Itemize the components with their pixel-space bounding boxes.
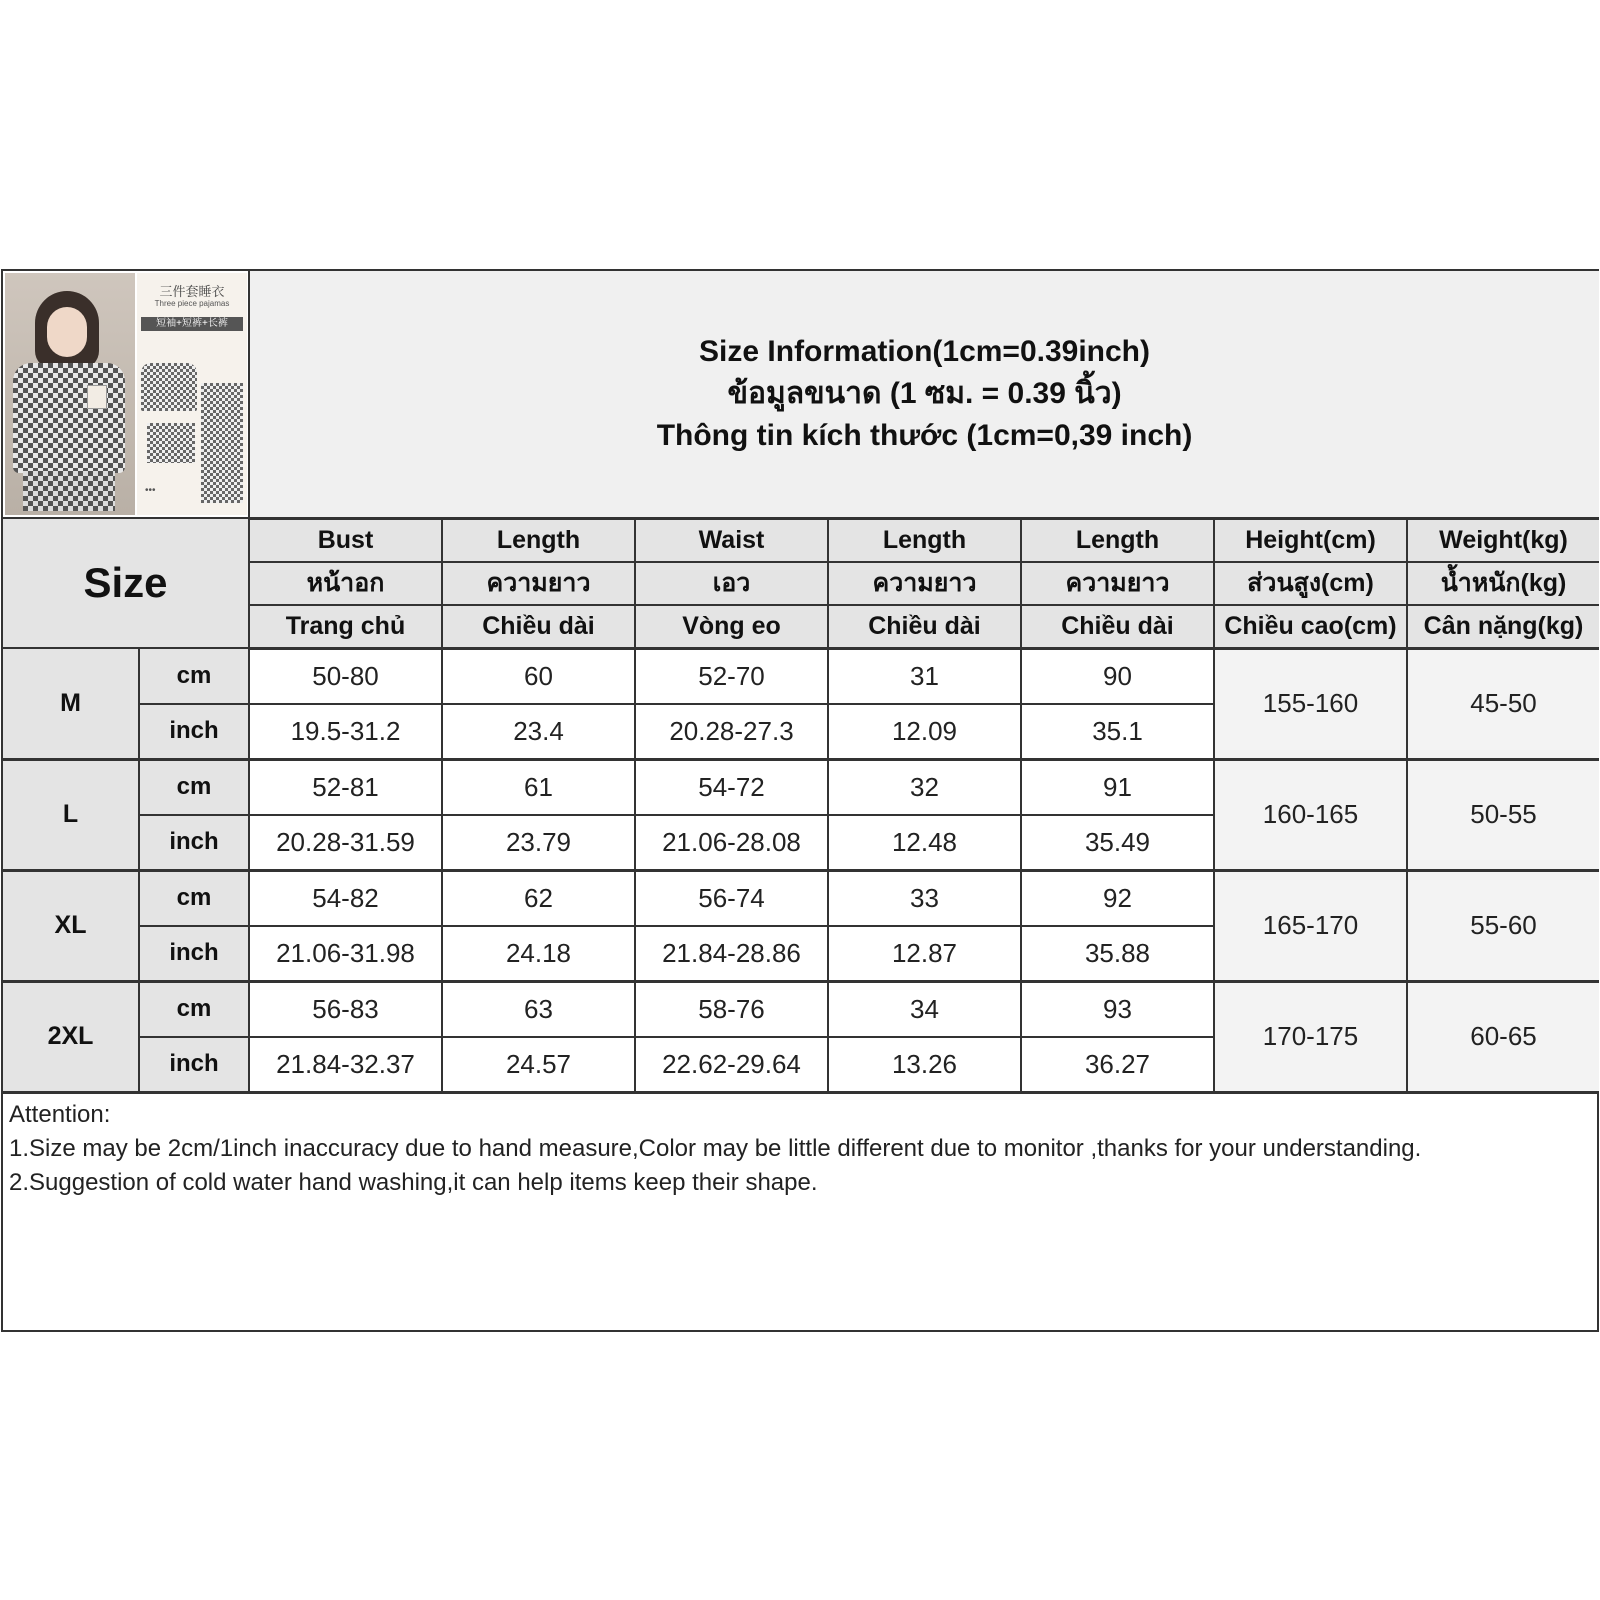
size-label: M: [3, 648, 139, 759]
col-header-en: Waist: [635, 518, 828, 562]
col-header-en: Length: [1021, 518, 1214, 562]
table-cell: 20.28-27.3: [635, 704, 828, 760]
size-table: [3, 271, 1599, 1094]
table-cell: 61: [442, 759, 635, 815]
height-range: 155-160: [1214, 648, 1407, 759]
table-cell: 21.84-32.37: [249, 1037, 442, 1093]
title-block: [249, 271, 1599, 518]
col-header-en: Weight(kg): [1407, 518, 1599, 562]
table-cell: 12.87: [828, 926, 1021, 982]
unit-inch: inch: [139, 1037, 249, 1093]
col-header-th: ความยาว: [442, 562, 635, 605]
col-header-en: Bust: [249, 518, 442, 562]
product-thumbnail: [5, 273, 247, 515]
unit-cm: cm: [139, 981, 249, 1037]
table-cell: 93: [1021, 981, 1214, 1037]
table-cell: 23.4: [442, 704, 635, 760]
col-header-vi: Trang chủ: [249, 605, 442, 649]
attention-notes: [3, 1094, 1597, 1204]
thumbnail-dots: •••: [145, 485, 156, 496]
table-cell: 19.5-31.2: [249, 704, 442, 760]
table-cell: 31: [828, 648, 1021, 704]
table-cell: 13.26: [828, 1037, 1021, 1093]
table-cell: 63: [442, 981, 635, 1037]
thumbnail-english-label: Three piece pajamas: [154, 299, 230, 308]
thumbnail-chinese-label: 三件套睡衣: [159, 284, 225, 299]
table-cell: 20.28-31.59: [249, 815, 442, 871]
unit-inch: inch: [139, 815, 249, 871]
table-cell: 56-74: [635, 870, 828, 926]
pants-icon: [201, 383, 243, 503]
unit-inch: inch: [139, 704, 249, 760]
product-preview: [137, 273, 247, 515]
shirt-icon: [141, 363, 197, 411]
col-header-vi: Vòng eo: [635, 605, 828, 649]
title-english: Size Information(1cm=0.39inch): [699, 334, 1150, 368]
table-cell: 60: [442, 648, 635, 704]
col-header-en: Length: [442, 518, 635, 562]
table-cell: 21.84-28.86: [635, 926, 828, 982]
col-header-th: ส่วนสูง(cm): [1214, 562, 1407, 605]
table-cell: 24.18: [442, 926, 635, 982]
table-cell: 52-70: [635, 648, 828, 704]
col-header-th: น้ำหนัก(kg): [1407, 562, 1599, 605]
table-cell: 21.06-28.08: [635, 815, 828, 871]
table-cell: 23.79: [442, 815, 635, 871]
col-header-vi: Cân nặng(kg): [1407, 605, 1599, 649]
table-cell: 35.49: [1021, 815, 1214, 871]
size-label: 2XL: [3, 981, 139, 1092]
table-cell: 35.1: [1021, 704, 1214, 760]
table-cell: 12.09: [828, 704, 1021, 760]
col-header-th: เอว: [635, 562, 828, 605]
table-cell: 22.62-29.64: [635, 1037, 828, 1093]
table-cell: 50-80: [249, 648, 442, 704]
title-thai: ข้อมูลขนาด (1 ซม. = 0.39 นิ้ว): [727, 376, 1122, 410]
table-cell: 24.57: [442, 1037, 635, 1093]
notes-line-2: 2.Suggestion of cold water hand washing,it can help items keep their shape.: [9, 1168, 818, 1196]
weight-range: 50-55: [1407, 759, 1599, 870]
shorts-icon: [147, 423, 195, 463]
weight-range: 55-60: [1407, 870, 1599, 981]
unit-inch: inch: [139, 926, 249, 982]
table-cell: 54-82: [249, 870, 442, 926]
weight-range: 45-50: [1407, 648, 1599, 759]
height-range: 170-175: [1214, 981, 1407, 1092]
height-range: 165-170: [1214, 870, 1407, 981]
col-header-vi: Chiều dài: [442, 605, 635, 649]
table-cell: 21.06-31.98: [249, 926, 442, 982]
model-photo: [5, 273, 135, 515]
col-header-en: Length: [828, 518, 1021, 562]
col-header-vi: Chiều dài: [828, 605, 1021, 649]
table-cell: 91: [1021, 759, 1214, 815]
col-header-en: Height(cm): [1214, 518, 1407, 562]
col-header-th: ความยาว: [1021, 562, 1214, 605]
thumbnail-bar-label: 短袖+短裤+长裤: [141, 317, 243, 331]
height-range: 160-165: [1214, 759, 1407, 870]
unit-cm: cm: [139, 648, 249, 704]
title-vietnamese: Thông tin kích thước (1cm=0,39 inch): [656, 418, 1193, 452]
size-header: Size: [3, 518, 249, 648]
table-cell: 92: [1021, 870, 1214, 926]
col-header-th: ความยาว: [828, 562, 1021, 605]
col-header-vi: Chiều cao(cm): [1214, 605, 1407, 649]
table-cell: 62: [442, 870, 635, 926]
table-cell: 32: [828, 759, 1021, 815]
table-cell: 52-81: [249, 759, 442, 815]
unit-cm: cm: [139, 759, 249, 815]
table-cell: 36.27: [1021, 1037, 1214, 1093]
table-cell: 56-83: [249, 981, 442, 1037]
table-cell: 33: [828, 870, 1021, 926]
notes-heading: Attention:: [9, 1100, 111, 1128]
table-cell: 90: [1021, 648, 1214, 704]
table-cell: 58-76: [635, 981, 828, 1037]
table-cell: 34: [828, 981, 1021, 1037]
weight-range: 60-65: [1407, 981, 1599, 1092]
table-cell: 35.88: [1021, 926, 1214, 982]
size-label: XL: [3, 870, 139, 981]
unit-cm: cm: [139, 870, 249, 926]
table-cell: 12.48: [828, 815, 1021, 871]
product-thumbnail-cell: [3, 271, 249, 518]
size-label: L: [3, 759, 139, 870]
notes-line-1: 1.Size may be 2cm/1inch inaccuracy due to hand measure,Color may be little different due to monitor ,thanks for your understanding.: [9, 1134, 1422, 1162]
table-cell: 54-72: [635, 759, 828, 815]
col-header-th: หน้าอก: [249, 562, 442, 605]
col-header-vi: Chiều dài: [1021, 605, 1214, 649]
size-chart: [1, 269, 1599, 1332]
